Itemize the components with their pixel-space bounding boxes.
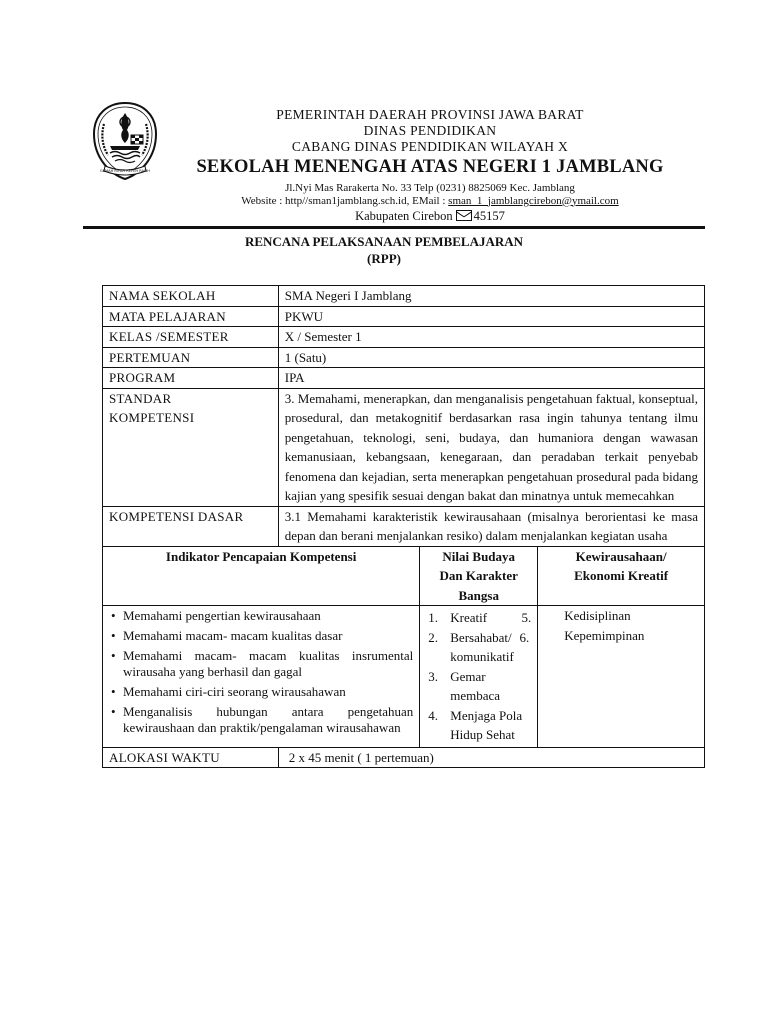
nilai-text: Bersahabat/ komunikatif bbox=[450, 629, 514, 664]
header-indikator: Indikator Pencapaian Kompetensi bbox=[103, 546, 420, 606]
label-standar-line2: KOMPETENSI bbox=[109, 410, 195, 425]
label-standar-kompetensi bbox=[103, 388, 279, 506]
school-address: Jl.Nyi Mas Rarakerta No. 33 Telp (0231) 8825069 Kec. Jamblang bbox=[285, 181, 575, 194]
header-nilai-line3: Bangsa bbox=[458, 587, 499, 603]
nilai-text: Kreatif bbox=[450, 610, 488, 625]
header-kewirausahaan-line1: Kewirausahaan/ bbox=[575, 548, 667, 564]
list-item: • Memahami macam- macam kualitas insrumental wirausaha yang berhasil dan gagal bbox=[123, 648, 413, 680]
school-location bbox=[170, 209, 690, 224]
header-nilai-line2: Dan Karakter bbox=[439, 568, 518, 583]
label-program: PROGRAM bbox=[103, 368, 279, 389]
nilai-cell bbox=[420, 606, 538, 748]
header-kewirausahaan bbox=[538, 546, 705, 606]
title-line-1: RENCANA PELAKSANAAN PEMBELAJARAN bbox=[244, 234, 524, 249]
jawa-barat-emblem-logo bbox=[90, 100, 160, 182]
table-header-row bbox=[103, 546, 705, 606]
list-item: • Memahami pengertian kewirausahaan bbox=[123, 608, 413, 624]
value-kompetensi-dasar: 3.1 Memahami karakteristik kewirausahaan (misalnya berorientasi ke masa depan dan berani menjalankan resiko) dalam menjalankan kegiatan usaha bbox=[278, 506, 704, 546]
list-item: • Menganalisis hubungan antara pengetahuan kewiraushaan dan praktik/pengalaman wirausahawan bbox=[123, 704, 413, 736]
logo-motto-text: GEMAH RIPAH REPEH RAPIH bbox=[99, 169, 151, 173]
letterhead-branch: CABANG DINAS PENDIDIKAN WILAYAH X bbox=[291, 138, 569, 154]
table-row bbox=[103, 327, 705, 348]
header-nilai-line1: Nilai Budaya bbox=[442, 548, 516, 564]
kewirausahaan-cell bbox=[538, 606, 705, 748]
letterhead-divider bbox=[83, 226, 705, 229]
email-link[interactable]: sman_1_jamblangcirebon@ymail.com bbox=[448, 194, 619, 207]
table-row bbox=[103, 347, 705, 368]
list-item: Kedisiplinan bbox=[564, 608, 631, 623]
nilai-number: 4. bbox=[428, 707, 439, 723]
nilai-list bbox=[426, 608, 531, 745]
value-nama-sekolah: SMA Negeri I Jamblang bbox=[278, 286, 704, 307]
table-row bbox=[103, 747, 705, 768]
table-row bbox=[103, 506, 705, 546]
list-item bbox=[428, 628, 531, 667]
table-row bbox=[103, 306, 705, 327]
value-standar-kompetensi: 3. Memahami, menerapkan, dan menganalisis pengetahuan faktual, konseptual, prosedural, dan metakognitif berdasarkan rasa ingin tahunya tentang ilmu pengetahuan, teknologi, seni, budaya, dan humaniora dengan wawasan kemanusiaan, kebangsaan, kenegaraan, dan peradaban terkait penyebab fenomena dan kejadian, serta menerapkan pengetahuan prosedural pada bidang kajian yang spesifik sesuai dengan bakat dan minatnya untuk memecahkan bbox=[278, 388, 704, 506]
rpp-table bbox=[102, 285, 705, 768]
label-nama-sekolah: NAMA SEKOLAH bbox=[103, 286, 279, 307]
nilai-number: 2. bbox=[428, 629, 439, 645]
letterhead bbox=[170, 107, 690, 223]
label-mata-pelajaran: MATA PELAJARAN bbox=[103, 306, 279, 327]
nilai-text: Gemar membaca bbox=[450, 668, 501, 703]
table-row bbox=[103, 606, 705, 748]
indikator-list bbox=[109, 608, 413, 736]
label-standar-line1: STANDAR bbox=[109, 390, 172, 406]
value-program: IPA bbox=[278, 368, 704, 389]
table-row bbox=[103, 286, 705, 307]
table-row bbox=[103, 388, 705, 506]
nilai-extra-number: 5. bbox=[521, 610, 532, 625]
postal-code: 45157 bbox=[473, 208, 505, 223]
value-alokasi-waktu: 2 x 45 menit ( 1 pertemuan) bbox=[278, 747, 704, 768]
nilai-text: Menjaga Pola Hidup Sehat bbox=[450, 707, 523, 742]
title-line-2: (RPP) bbox=[367, 250, 401, 266]
website-text: Website : http//sman1jamblang.sch.id, EMail : bbox=[241, 194, 449, 207]
table-row bbox=[103, 368, 705, 389]
list-item bbox=[428, 706, 531, 745]
label-kompetensi-dasar: KOMPETENSI DASAR bbox=[103, 506, 279, 546]
list-item: • Memahami ciri-ciri seorang wirausahawan bbox=[123, 684, 413, 700]
nilai-number: 3. bbox=[428, 668, 439, 684]
school-name: SEKOLAH MENENGAH ATAS NEGERI 1 JAMBLANG bbox=[196, 156, 664, 177]
header-nilai-budaya bbox=[420, 546, 538, 606]
indikator-cell bbox=[103, 606, 420, 748]
value-pertemuan: 1 (Satu) bbox=[278, 347, 704, 368]
header-kewirausahaan-line2: Ekonomi Kreatif bbox=[574, 568, 669, 583]
document-title bbox=[100, 234, 668, 268]
letterhead-government: PEMERINTAH DAERAH PROVINSI JAWA BARAT bbox=[276, 107, 584, 122]
nilai-extra-number: 6. bbox=[519, 629, 530, 645]
value-mata-pelajaran: PKWU bbox=[278, 306, 704, 327]
label-pertemuan: PERTEMUAN bbox=[103, 347, 279, 368]
list-item bbox=[428, 667, 531, 706]
school-contact bbox=[170, 195, 690, 208]
list-item: • Memahami macam- macam kualitas dasar bbox=[123, 628, 413, 644]
value-kelas-semester: X / Semester 1 bbox=[278, 327, 704, 348]
label-kelas-semester: KELAS /SEMESTER bbox=[103, 327, 279, 348]
envelope-icon bbox=[456, 210, 472, 221]
label-alokasi-waktu: ALOKASI WAKTU bbox=[103, 747, 279, 768]
kabupaten-text: Kabupaten Cirebon bbox=[355, 208, 453, 223]
letterhead-department: DINAS PENDIDIKAN bbox=[363, 122, 497, 138]
list-item bbox=[428, 608, 532, 628]
nilai-number: 1. bbox=[428, 610, 439, 625]
list-item: Kepemimpinan bbox=[564, 628, 645, 643]
